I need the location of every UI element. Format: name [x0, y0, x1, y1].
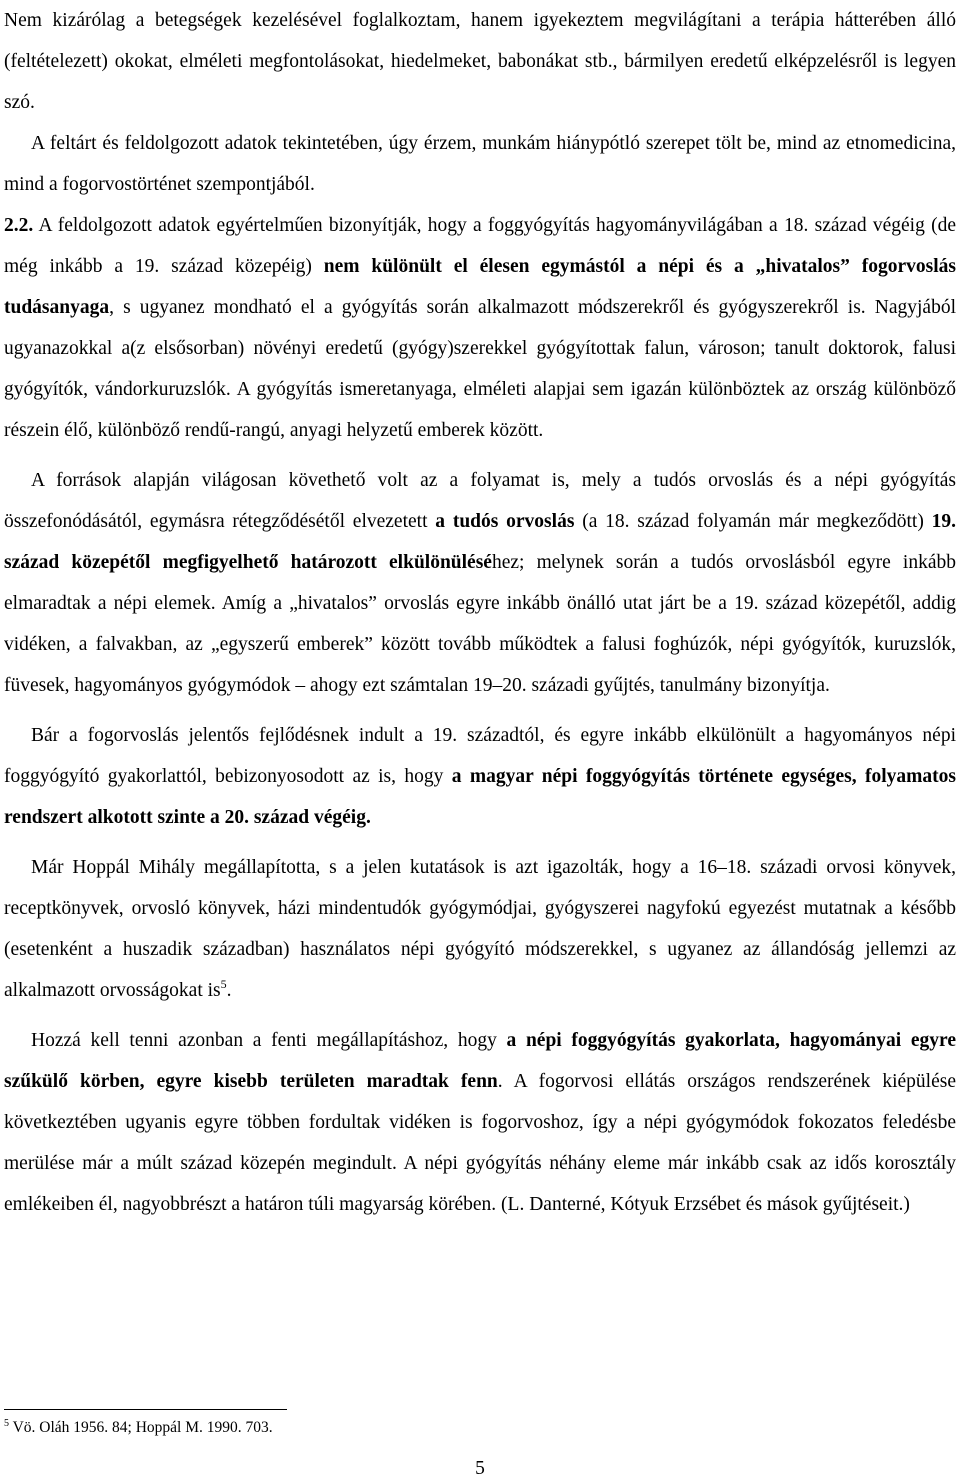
paragraph-text: hez; melynek során a tudós orvoslásból egyre inkább elmaradtak a népi elemek. Amíg a „hivatalos” orvoslás egyre inkább önálló utat járt be a 19. század közepétől, addig vidéken, a falvakban, az „egyszerű emberek” között tovább működtek a falusi foghúzók, népi gyógyítók, kuruzslók, füvesek, hagyományos gyógymódok – ahogy ezt számtalan 19–20. századi gyűjtés, tanulmány bizonyítja.: [4, 552, 956, 696]
paragraph-2: A feltárt és feldolgozott adatok tekintetében, úgy érzem, munkám hiánypótló szerepet tölt be, mind az etnomedicina, mind a fogorvostörténet szempontjából.: [4, 133, 956, 195]
footnote-marker: 5: [4, 1418, 9, 1429]
emphasis-text: a népi foggyógyítás gyakorlata, hagyományai egyre szűkülő körben, egyre kisebb területen maradtak fenn: [4, 1030, 956, 1092]
paragraph-text: A feldolgozott adatok egyértelműen bizonyítják, hogy a foggyógyítás hagyományvilágában a 18. század végéig (de még inkább a 19. század közepéig): [4, 215, 956, 277]
footnote: [4, 1418, 273, 1438]
emphasis-text: nem különült el élesen egymástól a népi és a „hivatalos” fogorvoslás tudásanyaga: [4, 256, 956, 318]
emphasis-text: a magyar népi foggyógyítás története egységes, folyamatos rendszert alkotott szinte a 20. század végéig.: [4, 766, 956, 828]
paragraph-7: [4, 1020, 956, 1225]
emphasis-text: 19. század közepétől megfigyelhető határozott elkülönülésé: [4, 511, 956, 573]
paragraph-6: [4, 847, 956, 1011]
paragraph-text: Bár a fogorvoslás jelentős fejlődésnek indult a 19. századtól, és egyre inkább elkülönült a hagyományos népi foggyógyító gyakorlattól, bebizonyosodott az is, hogy: [4, 725, 956, 787]
paragraph-text: . A fogorvosi ellátás országos rendszerének kiépülése következtében ugyanis egyre többen fordultak vidéken is fogorvoshoz, így a népi gyógymódok fokozatos feledésbe merülése már a múlt század közepén megindult. A népi gyógyítás néhány eleme már inkább csak az idős korosztály emlékeiben él, nagyobbrészt a határon túli magyarság körében. (L. Danterné, Kótyuk Erzsébet és mások gyűjtéseit.): [4, 1071, 956, 1215]
paragraph-text: Már Hoppál Mihály megállapította, s a jelen kutatások is azt igazolták, hogy a 16–18. századi orvosi könyvek, receptkönyvek, orvosló könyvek, házi mindentudók gyógymódjai, gyógyszerei nagyfokú egyezést mutatnak a később (esetenként a huszadik században) használatos népi gyógyító módszerekkel, s ugyanez az állandóság jellemzi az alkalmazott orvosságokat is: [4, 857, 956, 1001]
footnote-separator: [4, 1409, 287, 1410]
emphasis-text: a tudós orvoslás: [435, 511, 575, 532]
footnote-reference[interactable]: 5: [220, 977, 227, 991]
paragraph-text: (a 18. század folyamán már megkeződött): [574, 511, 932, 532]
document-page: [4, 0, 956, 1225]
paragraph-5: [4, 715, 956, 838]
paragraph-text: , s ugyanez mondható el a gyógyítás során alkalmazott módszerekről és gyógyszerekről is. Nagyjából ugyanazokkal a(z elsősorban) növényi eredetű (gyógy)szerekkel gyógyítottak falun, városon; tanult doktorok, falusi gyógyítók, vándorkuruzslók. A gyógyítás ismeretanyaga, elméleti alapjai sem igazán különböztek az ország különböző részein élő, különböző rendű-rangú, anyagi helyzetű emberek között.: [4, 297, 956, 441]
paragraph-1: Nem kizárólag a betegségek kezelésével foglalkoztam, hanem igyekeztem megvilágítani a terápia hátterében álló (feltételezett) okokat, elméleti megfontolásokat, hiedelmeket, babonákat stb., bármilyen eredetű elképzelésről is legyen szó.: [4, 10, 956, 113]
page-number: 5: [475, 1458, 485, 1479]
paragraph-4: [4, 460, 956, 706]
section-number: 2.2.: [4, 215, 34, 236]
paragraph-text: .: [226, 980, 232, 1001]
footnote-text: Vö. Oláh 1956. 84; Hoppál M. 1990. 703.: [9, 1419, 273, 1436]
paragraph-text: Hozzá kell tenni azonban a fenti megállapításhoz, hogy: [31, 1030, 507, 1051]
paragraph-section-2-2: [4, 205, 956, 451]
paragraph-text: A források alapján világosan követhető volt az a folyamat is, mely a tudós orvoslás és a népi gyógyítás összefonódásától, egymásra rétegződésétől elvezetett: [4, 470, 956, 532]
